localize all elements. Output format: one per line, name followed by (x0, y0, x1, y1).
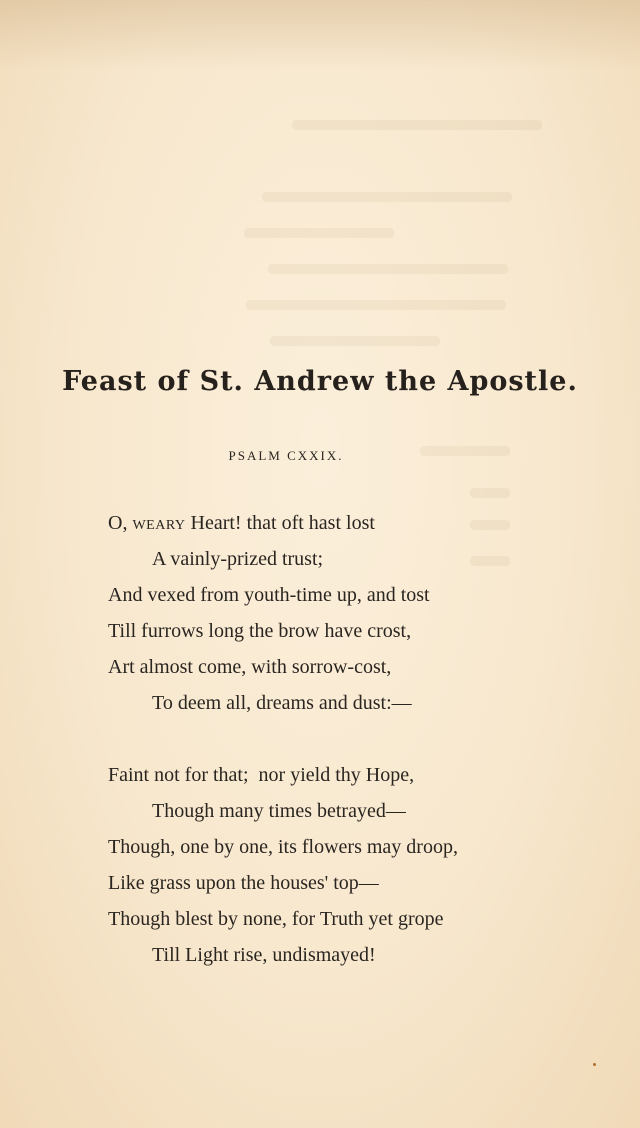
poem-line: To deem all, dreams and dust:— (152, 692, 412, 714)
poem-line: Though, one by one, its flowers may droop, (108, 836, 458, 858)
poem-line: Though many times betrayed— (152, 800, 406, 822)
poem-line: A vainly-prized trust; (152, 548, 324, 570)
poem-line (108, 509, 528, 545)
page-title: Feast of St. Andrew the Apostle. (62, 366, 578, 397)
poem-line-smallcaps: weary (132, 512, 186, 534)
poem-line-rest: Heart! that oft hast lost (190, 512, 375, 534)
psalm-subtitle: PSALM CXXIX. (228, 448, 344, 463)
poem (108, 509, 528, 977)
stanza-gap (108, 725, 528, 761)
poem-line: Like grass upon the houses' top— (108, 872, 379, 894)
poem-line: Till furrows long the brow have crost, (108, 620, 412, 642)
poem-line: Faint not for that; nor yield thy Hope, (108, 764, 415, 786)
page-top-shadow (0, 0, 640, 70)
poem-line: And vexed from youth-time up, and tost (108, 584, 430, 606)
paper-speck (593, 1063, 596, 1066)
poem-line-open: O, (108, 512, 128, 534)
poem-line: Art almost come, with sorrow-cost, (108, 656, 392, 678)
poem-line: Till Light rise, undismayed! (152, 944, 376, 966)
poem-line: Though blest by none, for Truth yet grope (108, 908, 444, 930)
